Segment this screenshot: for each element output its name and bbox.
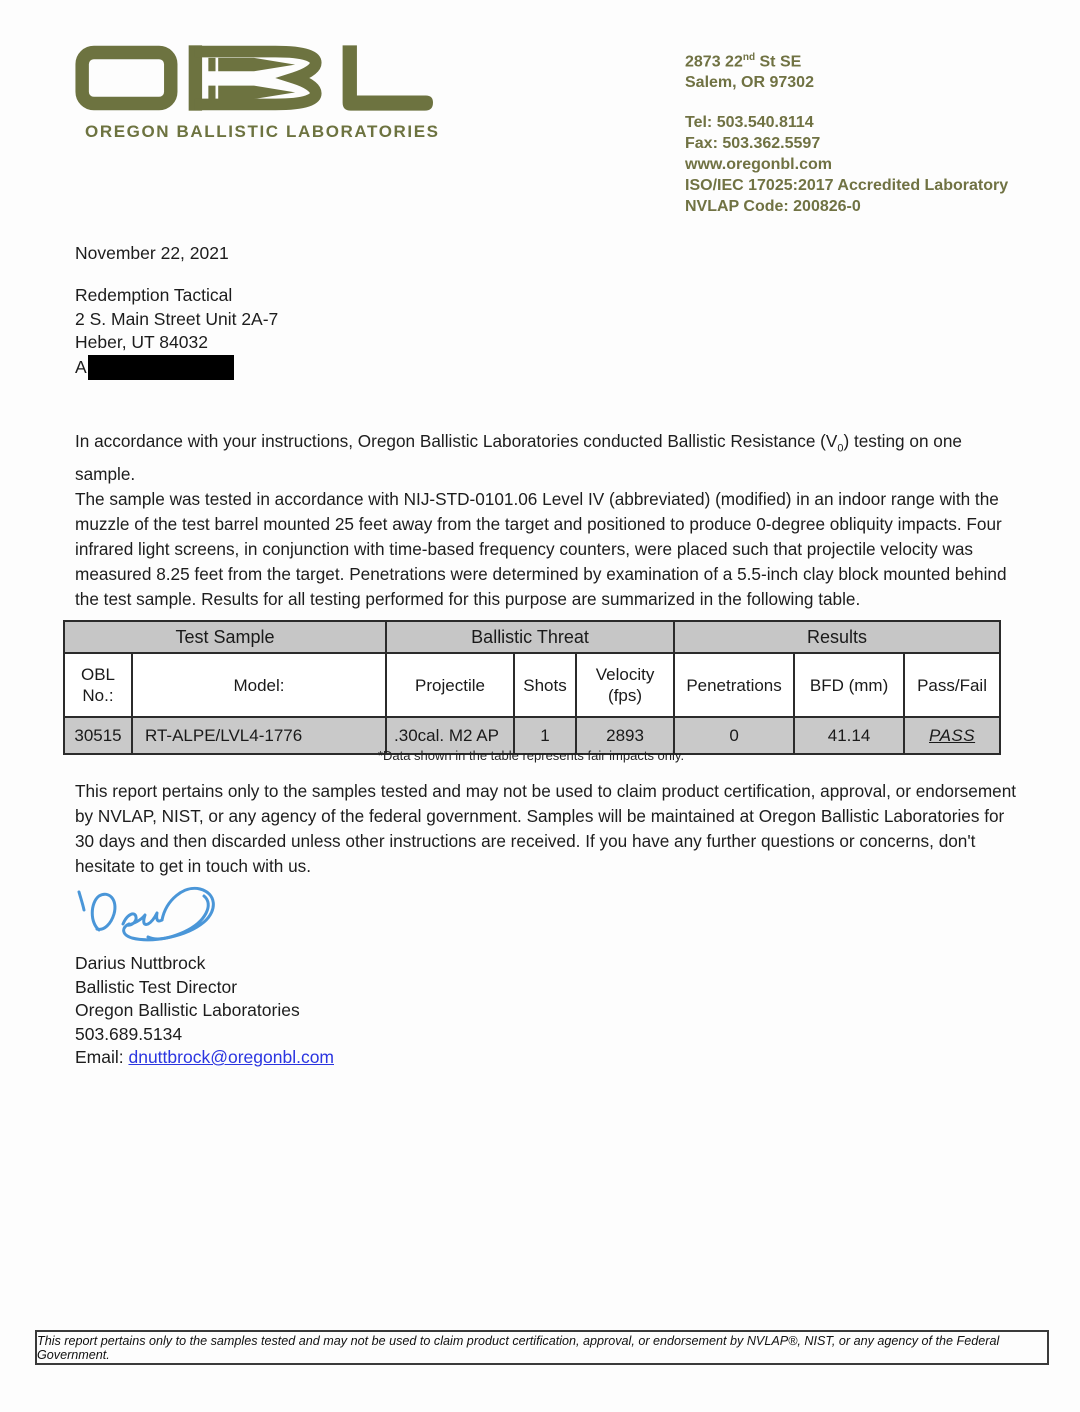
recipient-redacted-line: A (75, 355, 278, 380)
intro-paragraph: In accordance with your instructions, Oregon Ballistic Laboratories conducted Ballistic Resistance $(V_0)$ testing on one sample. (75, 431, 962, 484)
col-header-projectile: Projectile (386, 653, 514, 717)
cell-obl-no: 30515 (64, 717, 132, 754)
col-header-model: Model: (132, 653, 386, 717)
col-header-bfd: BFD (mm) (794, 653, 904, 717)
lab-website: www.oregonbl.com (685, 156, 832, 174)
signer-title: Ballistic Test Director (75, 976, 238, 997)
cell-shots: 1 (514, 717, 576, 754)
closing-paragraph-block (75, 779, 1023, 879)
group-header-test-sample: Test Sample (64, 621, 386, 653)
v0-subscript: 0 (837, 442, 844, 455)
cell-model: RT-ALPE/LVL4-1776 (132, 717, 386, 754)
obl-logo (75, 45, 440, 142)
col-header-shots: Shots (514, 653, 576, 717)
letterhead-contact-block (685, 47, 1045, 217)
closing-paragraph: This report pertains only to the samples tested and may not be used to claim product certification, approval, or endorsement by NVLAP, NIST, or any agency of the federal government. Samples will be maintained at Oregon Ballistic Laboratories for 30 days and then discarded unless other instructions are received. If you have any further questions or concerns, don't hesitate to get in touch with us. (75, 781, 1017, 877)
logo-tagline: OREGON BALLISTIC LABORATORIES (85, 122, 440, 141)
signer-company: Oregon Ballistic Laboratories (75, 1000, 300, 1020)
recipient-street: 2 S. Main Street Unit 2A-7 (75, 308, 279, 329)
table-group-header-row (64, 621, 1000, 653)
lab-address-line2: Salem, OR 97302 (685, 74, 814, 92)
lab-phone: Tel: 503.540.8114 (685, 114, 814, 132)
lab-fax: Fax: 503.362.5597 (685, 135, 821, 153)
results-table (63, 620, 1001, 755)
email-label: Email: (75, 1047, 129, 1067)
ordinal-superscript: nd (742, 52, 756, 63)
recipient-city: Heber, UT 84032 (75, 332, 208, 352)
col-header-velocity: Velocity (fps) (576, 653, 674, 717)
signer-email-line (75, 1046, 334, 1070)
footer-disclaimer-text: This report pertains only to the samples tested and may not be used to claim product certification, approval, or endorsement by NVLAP®, NIST, or any agency of the Federal Government. (37, 1333, 1000, 1362)
lab-address-line1: 2873 22nd St SE (685, 52, 802, 71)
lab-nvlap-code: NVLAP Code: 200826-0 (685, 198, 861, 216)
col-header-obl-no: OBL No.: (64, 653, 132, 717)
method-paragraph: The sample was tested in accordance with NIJ-STD-0101.06 Level IV (abbreviated) (modified) in an indoor range with the muzzle of the test barrel mounted 25 feet away from the target and positioned to produce 0-degree obliquity impacts. Four infrared light screens, in conjunction with time-based frequency counters, were placed such that projectile velocity was measured 8.25 feet from the target. Penetrations were determined by examination of a 5.5-inch clay block mounted behind the test sample. Results for all testing performed for this purpose are summarized in the following table. (75, 488, 1007, 609)
group-header-ballistic-threat: Ballistic Threat (386, 621, 674, 653)
recipient-name: Redemption Tactical (75, 285, 233, 305)
recipient-address (75, 284, 278, 380)
cell-pass-fail: PASS (904, 717, 1000, 754)
email-link[interactable]: dnuttbrock@oregonbl.com (128, 1047, 334, 1067)
signature-block (75, 952, 334, 1070)
col-header-pass-fail: Pass/Fail (904, 653, 1000, 717)
cell-projectile: .30cal. M2 AP (386, 717, 514, 754)
group-header-results: Results (674, 621, 1000, 653)
handwritten-signature (66, 876, 236, 954)
redaction-bar (88, 355, 234, 380)
cell-penetrations: 0 (674, 717, 794, 754)
cell-velocity: 2893 (576, 717, 674, 754)
signer-phone: 503.689.5134 (75, 1023, 183, 1044)
signer-name: Darius Nuttbrock (75, 953, 206, 973)
letter-date: November 22, 2021 (75, 243, 229, 263)
cell-bfd: 41.14 (794, 717, 904, 754)
table-footnote: *Data shown in the table represents fair impacts only. (377, 748, 685, 763)
table-header-row (64, 653, 1000, 717)
obl-logo-icon (75, 45, 433, 111)
letter-body (75, 429, 1023, 612)
col-header-penetrations: Penetrations (674, 653, 794, 717)
footer-disclaimer-box (35, 1330, 1049, 1365)
spacer (685, 93, 1045, 112)
lab-accreditation: ISO/IEC 17025:2017 Accredited Laboratory (685, 177, 1009, 195)
